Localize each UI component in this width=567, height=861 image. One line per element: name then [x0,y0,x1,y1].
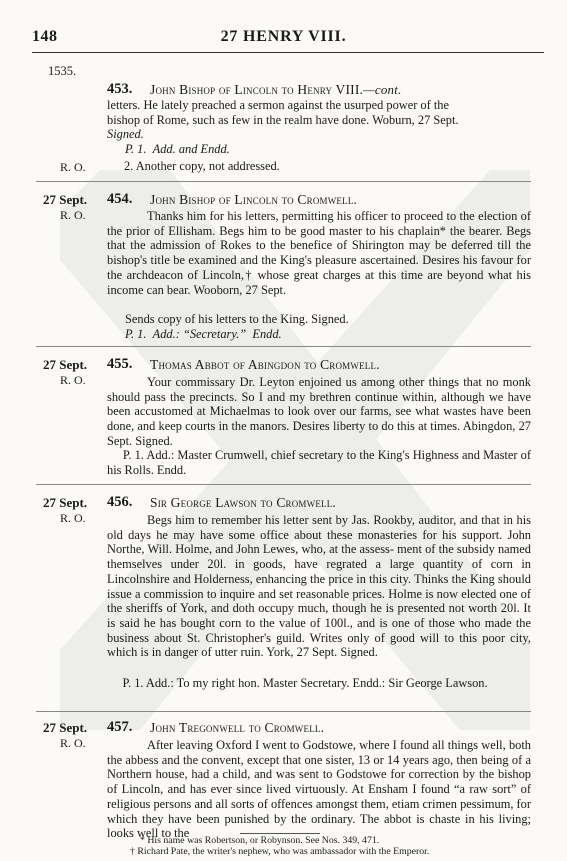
header-rule [32,52,544,53]
letter-number: 455. [107,356,133,372]
source-label: R. O. [60,736,86,750]
year-label: 1535. [48,64,77,78]
letter-meta: P. 1. Add. and Endd. [125,142,230,156]
letter-number: 456. [107,494,133,510]
date-label: 27 Sept. [43,495,88,510]
letter-number: 453. [107,81,133,97]
date-label: 27 Sept. [43,357,88,372]
letter-body: Thanks him for his letters, permitting his officer to proceed to the election of the prior of Ellisham. Begs him to be good master to his chaplain* the bearer. Begs that the admission of Rokes to the benefice of Shirington may be deferred till the bishop's title be examined and the King's pleasure ascertained. Desires his favour for the archdeacon of Lincoln,† whose great charges at this time are beyond what his income can bear. Wooborn, 27 Sept. [107,209,532,297]
source-label: R. O. [60,511,86,525]
letter-title: Thomas Abbot of Abingdon to Cromwell. [150,357,380,372]
date-label: 27 Sept. [43,720,88,735]
letter-body: letters. He lately preached a sermon against the usurped power of the bishop of Rome, such as few in the realm have done. Woburn, 27 Sept. Signed. [107,98,459,142]
source-label: R. O. [60,160,86,174]
footnote-rule [240,833,320,834]
letter-body: After leaving Oxford I went to Godstowe, where I found all things well, both the abbess and the convent, except that one sister, 13 or 14 years ago, then being of a Northern house, had a child, and was sent to Godstowe for correction by the bishop of Lincoln, and has ever since lived virtuously. At Ensham I found “a raw sort” of religious persons and all sorts of offences amongst them, etiam crimen pessimum, for which they have been punished by the ordinary. The abbot is chaste in his living; looks well to the [107,738,532,841]
letter-body: Begs him to remember his letter sent by Jas. Rookby, auditor, and that in his old days he may have some office about these monasteries for his support. John Northe, Will. Holme, and John Lewes, who, at the assess- ment of the subsidy named themselves under 20l. in goods, have regrated a large quantity of corn in Lincolnshire and Holderness, enhancing the price in this city. Thinks the King should issue a commission to inquire and set reasonable prices. Holme is now elected one of the sheriffs of York, and doth occupy much, though he is presented not worth 20l. It is said he has bought corn to the value of 100l., and is one of those who made the business about St. Christopher's guild. Writes only of good will to this poor city, which is in danger of utter ruin. York, 27 Sept. Signed. [107,513,531,660]
letter-number: 457. [107,719,133,735]
letter-meta: P. 1. Add.: “Secretary.” Endd. [125,327,282,341]
source-label: R. O. [60,208,86,222]
page-number: 148 [32,28,58,45]
letter-title: John Bishop of Lincoln to Cromwell. [150,192,358,207]
date-label: 27 Sept. [43,192,88,207]
running-title: 27 HENRY VIII. [220,28,347,45]
separator [36,484,531,485]
letter-number: 454. [107,191,133,207]
separator [36,711,531,712]
separator [36,346,531,347]
letter-title: John Tregonwell to Cromwell. [150,720,325,735]
page-header [0,28,567,52]
footnote-2: † Richard Pate, the writer's nephew, who was ambassador with the Emperor. [130,846,430,857]
letter-body: Your commissary Dr. Leyton enjoined us among other things that no monk should pass the precincts. So I and my brethren continue within, although we have been accustomed at Michaelmas to look over our farms, see what wastes have been done, and keep courts in the manors. Desires liberty to do this at times. Abingdon, 27 Sept. Signed. [107,375,531,448]
letter-title: Sir George Lawson to Cromwell. [150,495,336,510]
letter-note: Sends copy of his letters to the King. Signed. [125,312,349,326]
separator [36,181,531,182]
letter-meta: P. 1. Add.: To my right hon. Master Secretary. Endd.: Sir George Lawson. [122,676,488,690]
letter-extra: 2. Another copy, not addressed. [124,159,280,173]
source-label: R. O. [60,373,86,387]
footnote-1: * His name was Robertson, or Robynson. See Nos. 349, 471. [140,835,380,846]
letter-title: John Bishop of Lincoln to Henry VIII.—cont. [150,82,402,97]
letter-meta: P. 1. Add.: Master Crumwell, chief secretary to the King's Highness and Master of his Rolls. Endd. [107,448,531,477]
